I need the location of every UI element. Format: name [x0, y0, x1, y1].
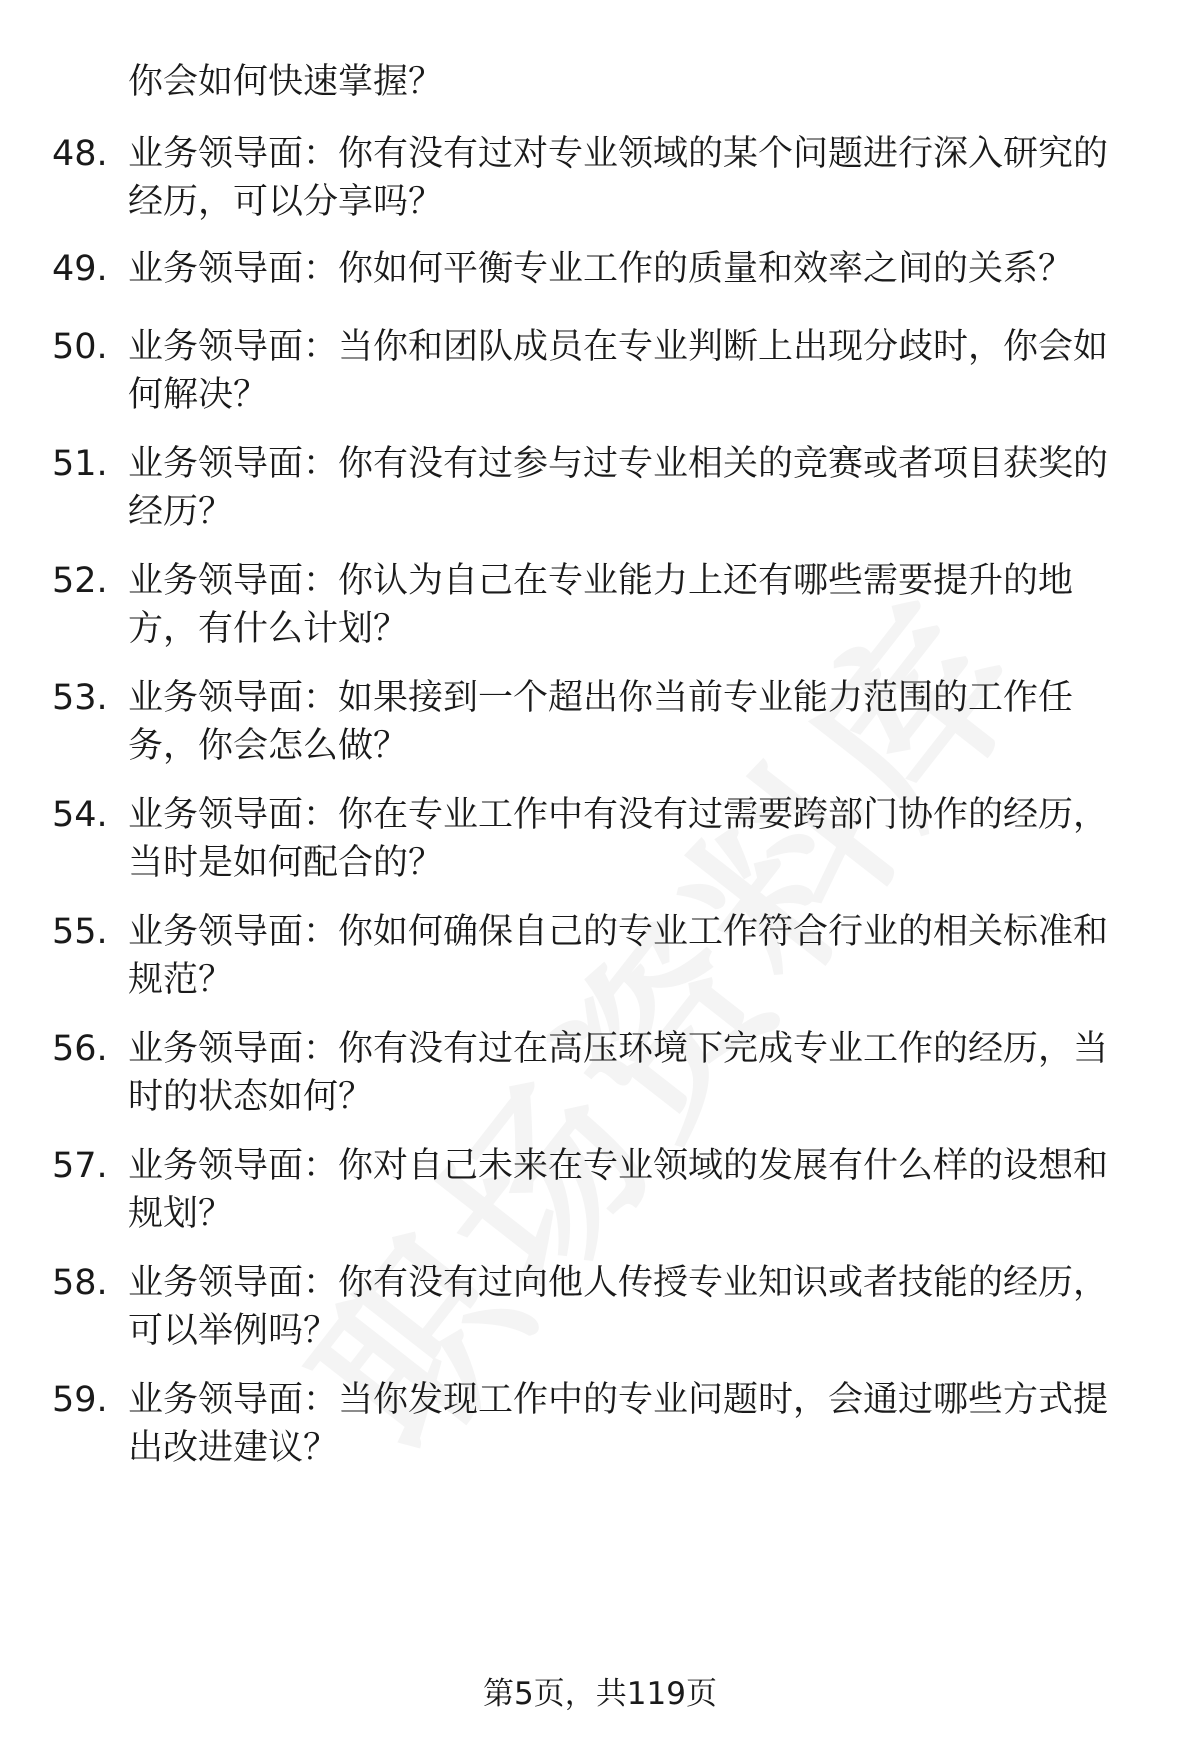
question-line: 何解决？	[128, 375, 269, 415]
question-line: 业务领导面：你认为自己在专业能力上还有哪些需要提升的地	[128, 561, 1074, 601]
question-text	[128, 674, 1138, 770]
page-footer: 第5页，共119页	[483, 1676, 717, 1712]
question-number: 48.	[52, 134, 108, 174]
question-line: 业务领导面：你如何平衡专业工作的质量和效率之间的关系？	[128, 249, 1074, 289]
question-line: 务，你会怎么做？	[128, 726, 409, 766]
question-line: 经历，可以分享吗？	[128, 182, 444, 222]
continuation-line: 你会如何快速掌握？	[128, 62, 444, 102]
question-number: 56.	[52, 1029, 108, 1069]
question-text	[128, 130, 1138, 226]
question-line: 业务领导面：你在专业工作中有没有过需要跨部门协作的经历，	[128, 795, 1109, 835]
question-text	[128, 1259, 1138, 1355]
question-line: 业务领导面：当你发现工作中的专业问题时，会通过哪些方式提	[128, 1380, 1109, 1420]
question-number: 50.	[52, 327, 108, 367]
question-text	[128, 1142, 1138, 1238]
question-text	[128, 323, 1138, 419]
question-number: 59.	[52, 1380, 108, 1420]
question-text	[128, 245, 1138, 293]
question-number: 53.	[52, 678, 108, 718]
question-line: 出改进建议？	[128, 1428, 339, 1468]
question-number: 51.	[52, 444, 108, 484]
question-text	[128, 908, 1138, 1004]
question-line: 业务领导面：你有没有过向他人传授专业知识或者技能的经历，	[128, 1263, 1109, 1303]
question-number: 49.	[52, 249, 108, 289]
question-number: 55.	[52, 912, 108, 952]
question-text	[128, 557, 1138, 653]
question-line: 规范？	[128, 960, 234, 1000]
question-number: 52.	[52, 561, 108, 601]
question-line: 业务领导面：你有没有过在高压环境下完成专业工作的经历，当	[128, 1029, 1109, 1069]
question-line: 业务领导面：你有没有过参与过专业相关的竞赛或者项目获奖的	[128, 444, 1109, 484]
question-line: 方，有什么计划？	[128, 609, 409, 649]
question-number: 54.	[52, 795, 108, 835]
question-line: 业务领导面：你对自己未来在专业领域的发展有什么样的设想和	[128, 1146, 1109, 1186]
question-line: 业务领导面：如果接到一个超出你当前专业能力范围的工作任	[128, 678, 1074, 718]
question-text	[128, 1376, 1138, 1472]
question-line: 经历？	[128, 492, 234, 532]
question-line: 业务领导面：你有没有过对专业领域的某个问题进行深入研究的	[128, 134, 1109, 174]
question-text	[128, 1025, 1138, 1121]
question-line: 业务领导面：你如何确保自己的专业工作符合行业的相关标准和	[128, 912, 1109, 952]
question-text	[128, 440, 1138, 536]
question-number: 58.	[52, 1263, 108, 1303]
question-line: 业务领导面：当你和团队成员在专业判断上出现分歧时，你会如	[128, 327, 1109, 367]
question-text	[128, 791, 1138, 887]
question-line: 当时是如何配合的？	[128, 843, 444, 883]
question-line: 时的状态如何？	[128, 1077, 374, 1117]
question-line: 可以举例吗？	[128, 1311, 339, 1351]
question-number: 57.	[52, 1146, 108, 1186]
question-line: 规划？	[128, 1194, 234, 1234]
